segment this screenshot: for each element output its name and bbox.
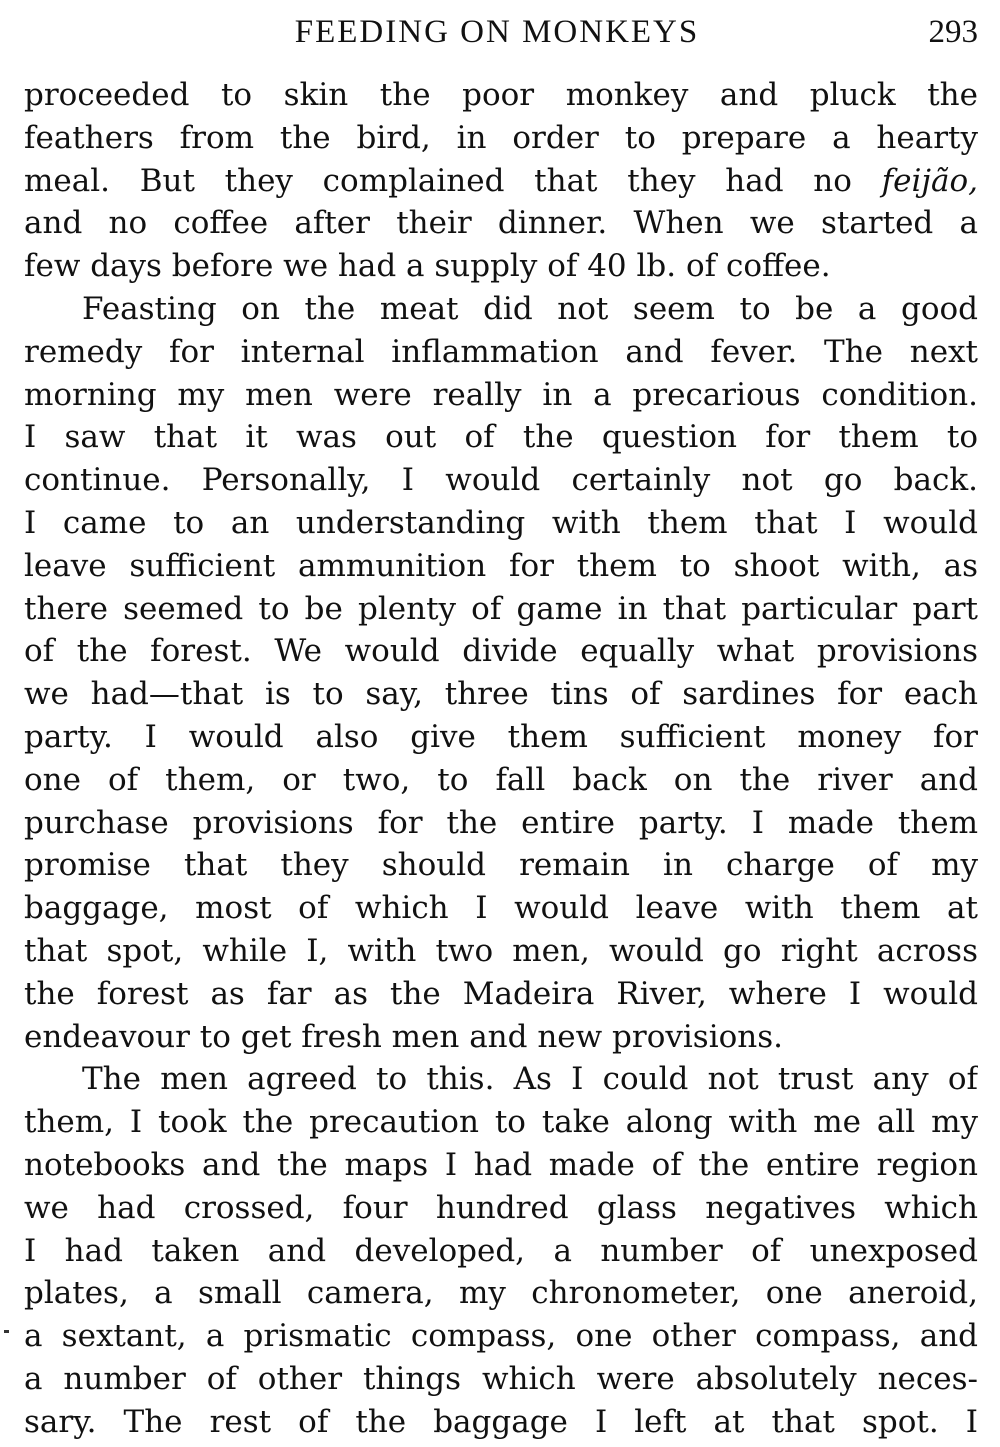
- text-line: that spot, while I, with two men, would go right across: [24, 932, 978, 969]
- text-line: morning my men were really in a precarious condition.: [24, 376, 978, 413]
- text-segment: meal. But they complained that they had no: [24, 162, 882, 199]
- paragraph-first-line: Feasting on the meat did not seem to be a good: [82, 290, 978, 327]
- text-line: notebooks and the maps I had made of the entire region: [24, 1146, 978, 1183]
- text-line: I saw that it was out of the question for them to: [24, 419, 978, 456]
- text-line: sary. The rest of the baggage I left at that spot. I: [24, 1403, 978, 1440]
- text-line: a number of other things which were absolutely neces-: [24, 1360, 978, 1397]
- text-line: leave sufficient ammunition for them to shoot with, as: [24, 547, 978, 584]
- page-number: 293: [928, 14, 978, 50]
- text-line: promise that they should remain in charge of my: [24, 847, 978, 884]
- text-line: purchase provisions for the entire party. I made them: [24, 804, 978, 841]
- text-line: remedy for internal inflammation and fever. The next: [24, 333, 978, 370]
- text-line: we had crossed, four hundred glass negatives which: [24, 1189, 978, 1226]
- text-line: few days before we had a supply of 40 lb. of coffee.: [24, 248, 831, 285]
- text-line: I came to an understanding with them that I would: [24, 504, 978, 541]
- text-line: continue. Personally, I would certainly not go back.: [24, 462, 978, 499]
- text-line: there seemed to be plenty of game in that particular part: [24, 590, 978, 627]
- text-line: the forest as far as the Madeira River, where I would: [24, 975, 978, 1012]
- text-line: one of them, or two, to fall back on the river and: [24, 761, 978, 798]
- paragraph-first-line: The men agreed to this. As I could not trust any of: [82, 1061, 978, 1098]
- text-line: baggage, most of which I would leave with them at: [24, 890, 978, 927]
- text-line: a sextant, a prismatic compass, one other compass, and: [24, 1318, 978, 1355]
- italic-word: feijão,: [881, 162, 978, 199]
- text-line: endeavour to get fresh men and new provisions.: [24, 1018, 784, 1055]
- text-line: and no coffee after their dinner. When we started a: [24, 205, 978, 242]
- text-line: party. I would also give them sufficient money for: [24, 718, 978, 755]
- text-line: plates, a small camera, my chronometer, one aneroid,: [24, 1275, 978, 1312]
- text-line: I had taken and developed, a number of unexposed: [24, 1232, 978, 1269]
- margin-mark: [4, 1330, 9, 1333]
- text-line: we had—that is to say, three tins of sardines for each: [24, 676, 978, 713]
- running-head: [24, 12, 978, 52]
- text-line: them, I took the precaution to take along with me all my: [24, 1104, 978, 1141]
- text-line: [24, 160, 978, 203]
- running-title: FEEDING ON MONKEYS: [294, 14, 700, 50]
- text-line: feathers from the bird, in order to prepare a hearty: [24, 119, 978, 156]
- text-line: proceeded to skin the poor monkey and pluck the: [24, 77, 978, 113]
- text-line: of the forest. We would divide equally what provisions: [24, 633, 978, 670]
- body-text: [24, 74, 978, 1444]
